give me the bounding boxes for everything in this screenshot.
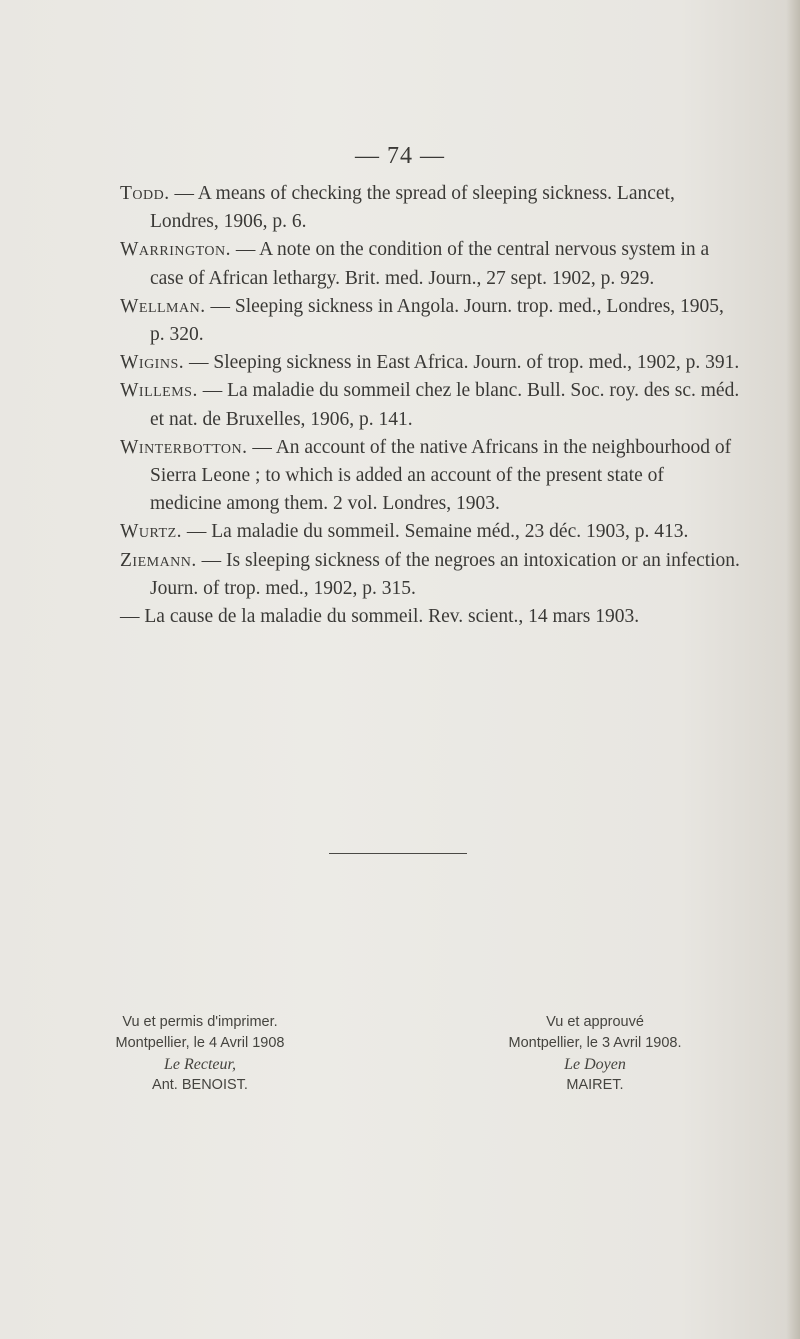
bibliography-entry xyxy=(120,349,740,377)
entry-author: Todd. xyxy=(120,183,170,204)
bibliography-entry xyxy=(120,377,740,433)
entry-text: — Is sleeping sickness of the negroes an intoxication or an infection. Journ. of trop. med., 1902, p. 315. xyxy=(150,549,740,599)
entry-author: Winterbotton. xyxy=(120,436,248,458)
entry-text: — La maladie du sommeil chez le blanc. Bull. Soc. roy. des sc. méd. et nat. de Bruxelles, 1906, p. 141. xyxy=(150,380,740,430)
imprimatur-rector xyxy=(70,1012,330,1096)
entry-text: — La cause de la maladie du sommeil. Rev. scient., 14 mars 1903. xyxy=(120,606,640,628)
page-edge-shadow xyxy=(786,0,800,1339)
page-number: — 74 — xyxy=(355,143,445,169)
imprimatur-place-date: Montpellier, le 3 Avril 1908. xyxy=(508,1035,682,1051)
horizontal-rule xyxy=(329,853,467,854)
entry-text: — La maladie du sommeil. Semaine méd., 23 déc. 1903, p. 413. xyxy=(186,521,689,543)
bibliography-list xyxy=(120,180,740,631)
imprimatur-dean xyxy=(475,1012,715,1096)
imprimatur-name: Ant. BENOIST. xyxy=(152,1077,248,1093)
bibliography-entry xyxy=(120,547,740,603)
imprimatur-title: Le Recteur, xyxy=(164,1056,236,1073)
bibliography-entry xyxy=(120,518,740,546)
entry-text: — Sleeping sickness in East Africa. Journ. of trop. med., 1902, p. 391. xyxy=(189,352,740,374)
entry-author: Wurtz. xyxy=(120,521,182,543)
imprimatur-name: MAIRET. xyxy=(566,1077,624,1093)
imprimatur-title: Le Doyen xyxy=(564,1056,626,1073)
entry-text: — A means of checking the spread of sleeping sickness. Lancet, Londres, 1906, p. 6. xyxy=(150,183,675,233)
bibliography-entry xyxy=(120,180,740,236)
imprimatur-line: Vu et approuvé xyxy=(546,1014,644,1030)
entry-text: — Sleeping sickness in Angola. Journ. trop. med., Londres, 1905, p. 320. xyxy=(150,295,724,346)
bibliography-entry xyxy=(120,236,740,292)
entry-author: Wellman. xyxy=(120,295,206,317)
bibliography-entry xyxy=(120,434,740,519)
imprimatur-place-date: Montpellier, le 4 Avril 1908 xyxy=(115,1035,285,1051)
entry-author: Willems. xyxy=(120,380,198,402)
imprimatur-line: Vu et permis d'imprimer. xyxy=(122,1014,278,1030)
entry-text: — An account of the native Africans in the neighbourhood of Sierra Leone ; to which is added an account of the present state of medicine among them. 2 vol. Londres, 1903. xyxy=(150,436,732,515)
bibliography-entry xyxy=(120,603,740,631)
entry-author: Ziemann. xyxy=(120,549,197,571)
entry-text: — A note on the condition of the central nervous system in a case of African lethargy. Brit. med. Journ., 27 sept. 1902, p. 929. xyxy=(150,239,710,289)
bibliography-entry xyxy=(120,293,740,349)
entry-author: Warrington. xyxy=(120,239,231,261)
entry-author: Wigins. xyxy=(120,352,185,374)
